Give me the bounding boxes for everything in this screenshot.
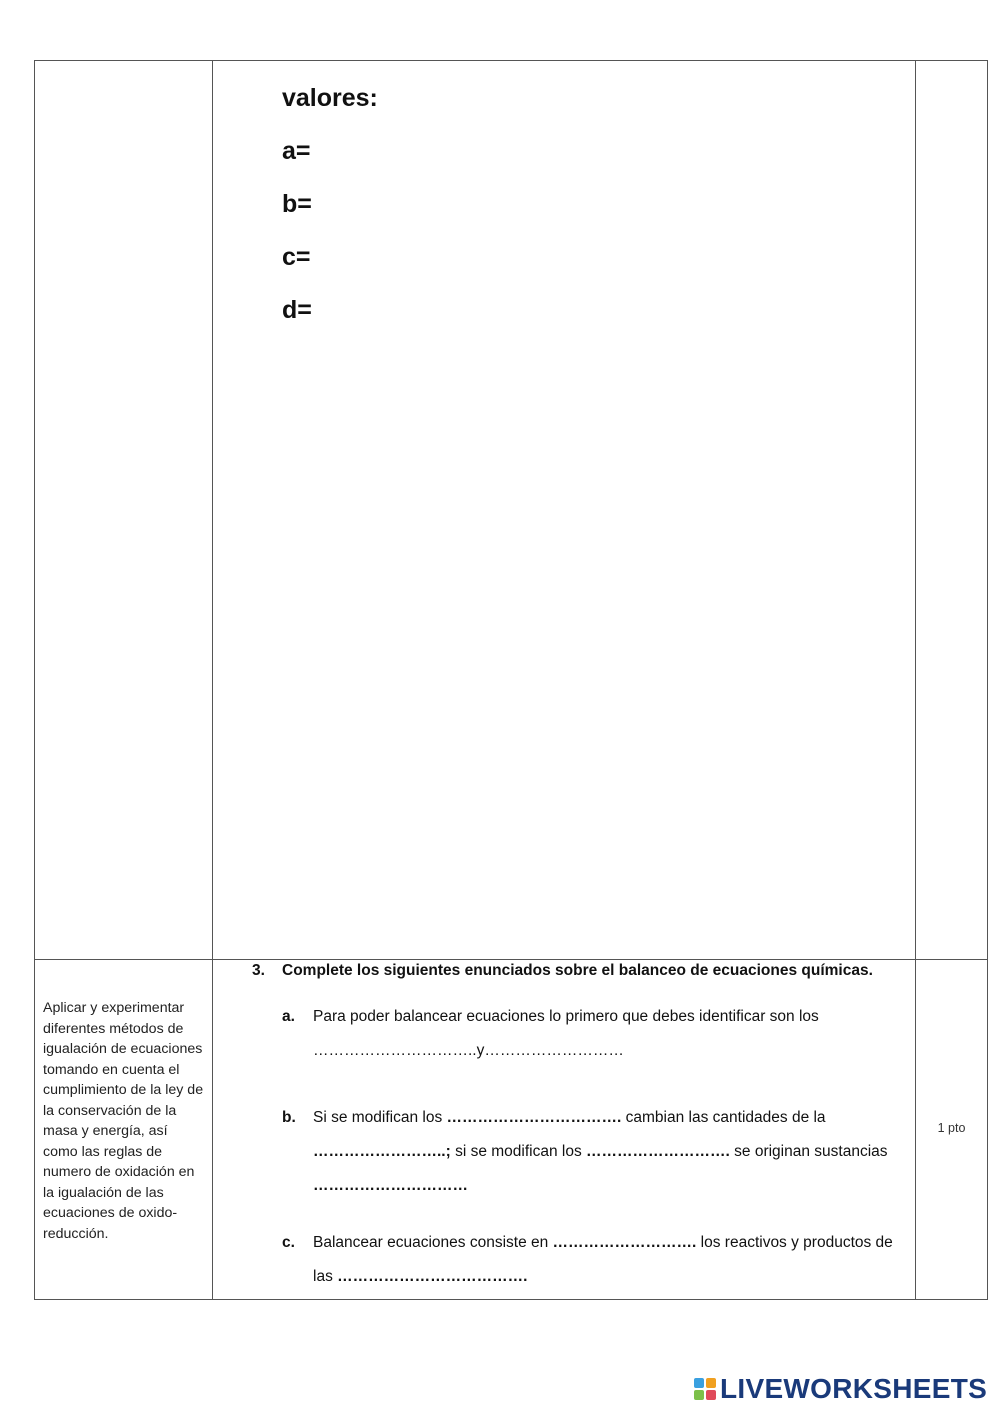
answer-blanks[interactable]: …………………………..y……………………… (313, 1042, 624, 1059)
answer-blank[interactable]: ………………………. (552, 1234, 697, 1251)
score-label: 1 pto (937, 1121, 966, 1135)
item-label: c. (282, 1234, 295, 1251)
table-border-top (34, 60, 988, 61)
answer-blank[interactable]: ………………………… (313, 1177, 468, 1194)
item-text: Balancear ecuaciones consiste en (313, 1234, 553, 1251)
table-border-bottom (34, 1299, 988, 1300)
question-item-a (282, 1000, 907, 1068)
values-heading: valores: (282, 84, 378, 112)
value-a: a= (282, 137, 311, 165)
question-item-b (282, 1101, 907, 1203)
column-divider-2 (915, 60, 916, 1300)
item-text: Para poder balancear ecuaciones lo primero que debes identificar son los (313, 1008, 819, 1025)
learning-objective: Aplicar y experimentar diferentes métodos de igualación de ecuaciones tomando en cuenta el cumplimiento de la ley de la conservación de la masa y energía, así como las reglas de numero de oxidación en la igualación de las ecuaciones de oxido-reducción. (43, 1000, 204, 1242)
brand-name: LIVEWORKSHEETS (720, 1373, 988, 1404)
logo-icon (694, 1378, 716, 1400)
question-number: 3. (252, 962, 265, 979)
value-b: b= (282, 190, 312, 218)
item-text: los reactivos y productos de las (313, 1234, 893, 1285)
answer-blank[interactable]: ………………………………. (337, 1268, 528, 1285)
column-divider-1 (212, 60, 213, 1300)
item-text: si se modifican los (450, 1143, 587, 1160)
value-c: c= (282, 243, 311, 271)
values-block (282, 80, 378, 345)
item-label: b. (282, 1109, 296, 1126)
item-text: se originan sustancias (729, 1143, 888, 1160)
value-d: d= (282, 296, 312, 324)
liveworksheets-logo (694, 1374, 987, 1404)
item-text: cambian las cantidades de la (621, 1109, 826, 1126)
question-title (252, 962, 873, 980)
logo-tile-3 (694, 1390, 704, 1400)
item-label: a. (282, 1008, 295, 1025)
logo-tile-2 (706, 1378, 716, 1388)
question-item-c (282, 1226, 907, 1294)
logo-tile-4 (706, 1390, 716, 1400)
answer-blank[interactable]: ……………………..; (313, 1143, 451, 1160)
question-text: Complete los siguientes enunciados sobre el balanceo de ecuaciones químicas. (282, 962, 873, 979)
item-text: Si se modifican los (313, 1109, 447, 1126)
answer-blank[interactable]: ………………………. (586, 1143, 730, 1160)
logo-tile-1 (694, 1378, 704, 1388)
table-border-right (987, 60, 988, 1300)
row-divider (34, 959, 988, 960)
answer-blank[interactable]: ……………………………. (446, 1109, 622, 1126)
table-border-left (34, 60, 35, 1300)
